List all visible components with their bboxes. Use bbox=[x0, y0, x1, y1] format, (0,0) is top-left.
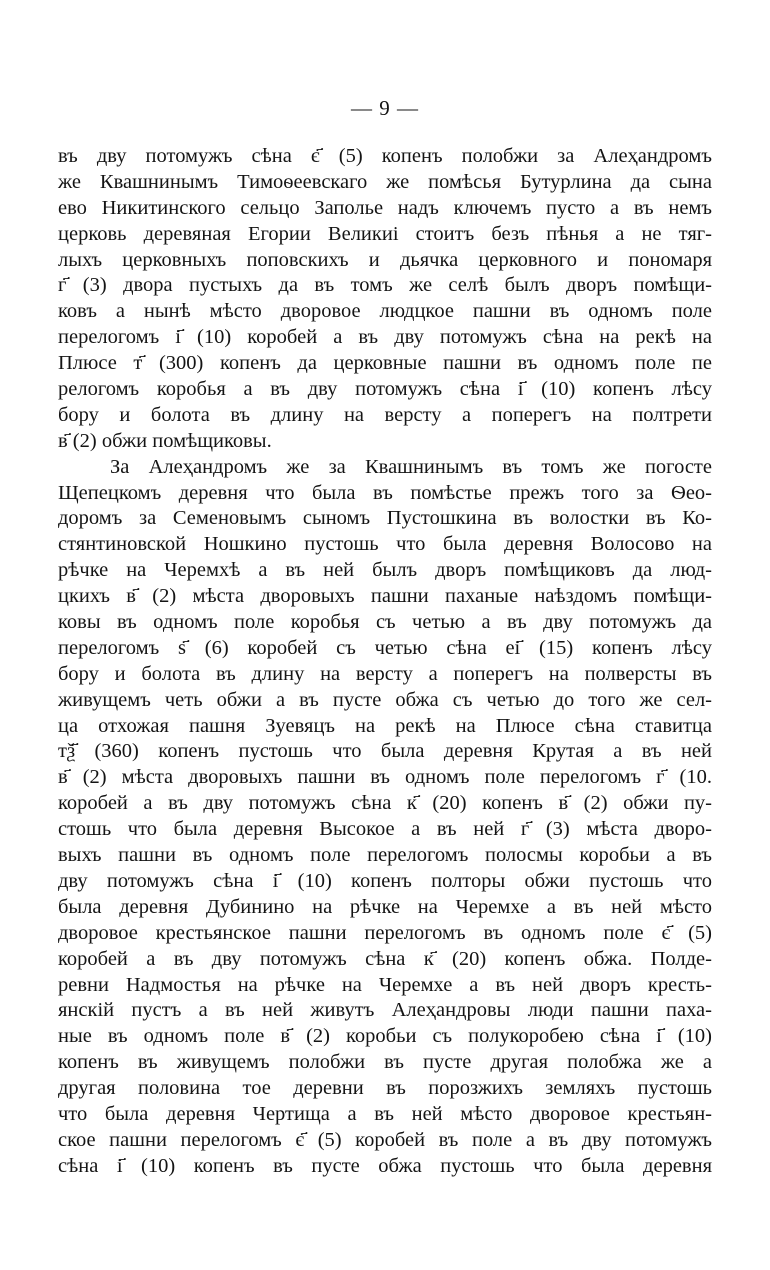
text-line: доромъ за Семеновымъ сыномъ Пустошкина въ волостки въ Ко- bbox=[58, 507, 712, 530]
text-line: бору и болота въ длину на версту а поперегъ на полверсты въ bbox=[58, 662, 712, 685]
text-line: ца отхожая пашня Зуевяцъ на рекѣ на Плюсе сѣна ставитца bbox=[58, 714, 712, 737]
text-line: в҃ (2) мѣста дворовыхъ пашни въ одномъ поле перелогомъ г҃ (10. bbox=[58, 766, 712, 789]
text-line: в҃ (2) обжи помѣщиковы. bbox=[58, 429, 272, 452]
text-line: рѣчке на Черемхѣ а въ ней былъ дворъ помѣщиковъ да люд- bbox=[58, 559, 712, 582]
text-line: За Алеҳандромъ же за Квашнинымъ въ томъ же погосте bbox=[110, 455, 712, 478]
text-line: выхъ пашни въ одномъ поле перелогомъ полосмы коробьи а въ bbox=[58, 844, 712, 867]
text-line: стянтиновской Ношкино пустошь что была деревня Волосово на bbox=[58, 533, 712, 556]
text-line: стошь что была деревня Высокое а въ ней г҃ (3) мѣста дворо- bbox=[58, 818, 712, 841]
text-line: релогомъ коробья а въ дву потомужъ сѣна і҃ (10) копенъ лѣсу bbox=[58, 378, 712, 401]
text-line: ковъ а нынѣ мѣсто дворовое людцкое пашни въ одномъ поле bbox=[58, 300, 712, 323]
text-line: ревни Надмостья на рѣчке на Черемхе а въ ней дворъ кресть- bbox=[58, 973, 712, 996]
text-line: копенъ въ живущемъ полобжи въ пусте другая полобжа же а bbox=[58, 1051, 712, 1074]
text-line: церковь деревяная Егории Великиі стоитъ безъ пѣнья а не тяг- bbox=[58, 222, 712, 245]
text-line: бору и болота въ длину на версту а поперегъ на полтрети bbox=[58, 403, 712, 426]
text-line: въ дву потомужъ сѣна є҃ (5) копенъ полобжи за Алеҳандромъ bbox=[58, 145, 712, 167]
text-line: коробей а въ дву потомужъ сѣна к҃ (20) копенъ обжа. Полде- bbox=[58, 947, 712, 970]
text-line: ское пашни перелогомъ є҃ (5) коробей въ поле а въ дву потомужъ bbox=[58, 1128, 712, 1151]
text-line: сѣна і҃ (10) копенъ въ пусте обжа пустошь что была деревня bbox=[58, 1154, 712, 1177]
text-line: тѯ҃ (360) копенъ пустошь что была деревня Крутая а въ ней bbox=[58, 740, 712, 763]
text-line: была деревня Дубинино на рѣчке на Черемхе а въ ней мѣсто bbox=[58, 895, 712, 918]
paragraph-2 bbox=[58, 455, 712, 1180]
text-line: лыхъ церковныхъ поповскихъ и дьячка церковного и пономаря bbox=[58, 248, 712, 271]
text-line: живущемъ четь обжи а въ пусте обжа съ четью до того же сел- bbox=[58, 688, 712, 711]
text-line: же Квашнинымъ Тимоѳеевскаго же помѣсья Бутурлина да сына bbox=[58, 170, 712, 193]
text-line: Щепецкомъ деревня что была въ помѣстье прежъ того за Ѳео- bbox=[58, 481, 712, 504]
paragraph-1 bbox=[58, 144, 712, 455]
text-line: цкихъ в҃ (2) мѣста дворовыхъ пашни паханые наѣздомъ помѣщи- bbox=[58, 585, 712, 608]
text-line: дворовое крестьянское пашни перелогомъ въ одномъ поле є҃ (5) bbox=[58, 921, 712, 944]
text-line: ковы въ одномъ поле коробья съ четью а въ дву потомужъ да bbox=[58, 611, 712, 634]
text-line: коробей а въ дву потомужъ сѣна к҃ (20) копенъ в҃ (2) обжи пу- bbox=[58, 792, 712, 815]
text-line: ево Никитинского сельцо Заполье надъ ключемъ пусто а въ немъ bbox=[58, 196, 712, 219]
text-line: другая половина тое деревни въ порозжихъ земляхъ пустошь bbox=[58, 1077, 712, 1100]
text-line: перелогомъ і҃ (10) коробей а въ дву потомужъ сѣна на рекѣ на bbox=[58, 326, 712, 349]
text-line: ные въ одномъ поле в҃ (2) коробьи съ полукоробею сѣна і҃ (10) bbox=[58, 1025, 712, 1048]
text-line: перелогомъ ѕ҃ (6) коробей съ четью сѣна еі҃ (15) копенъ лѣсу bbox=[58, 636, 712, 659]
body-text bbox=[58, 144, 712, 1180]
text-line: янскій пустъ а въ ней живутъ Алеҳандровы люди пашни паха- bbox=[58, 999, 712, 1022]
text-line: что была деревня Чертища а въ ней мѣсто дворовое крестьян- bbox=[58, 1102, 712, 1125]
text-line: Плюсе т҃ (300) копенъ да церковные пашни въ одномъ поле пе bbox=[58, 352, 712, 375]
page-number: — 9 — bbox=[351, 96, 419, 120]
text-line: г҃ (3) двора пустыхъ да въ томъ же селѣ былъ дворъ помѣщи- bbox=[58, 274, 712, 297]
text-line: дву потомужъ сѣна і҃ (10) копенъ полторы обжи пустошь что bbox=[58, 869, 712, 892]
